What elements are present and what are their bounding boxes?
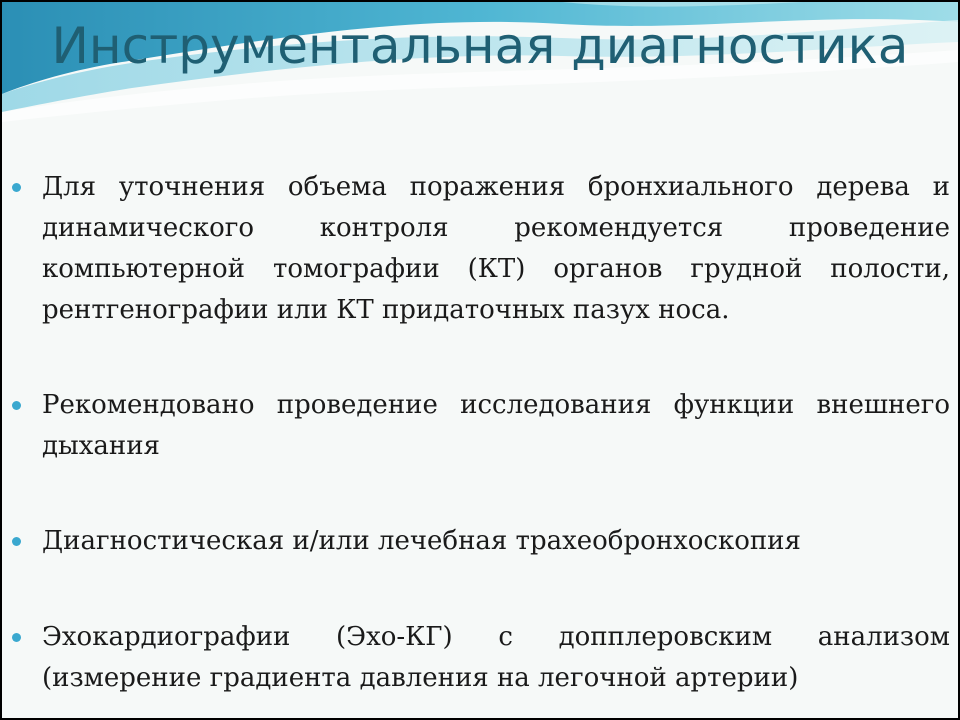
list-item — [12, 167, 952, 367]
bullet-text: Для уточнения объема поражения бронхиального дерева и динамического контроля рекомендуется проведение компьютерной томографии (КТ) органов грудной полости, рентгенографии или КТ придаточных пазух носа. — [42, 172, 950, 325]
list-item — [12, 617, 952, 699]
bullet-text: Рекомендовано проведение исследования функции внешнего дыхания — [42, 390, 950, 461]
bullet-dot-icon — [12, 401, 21, 410]
slide-background — [2, 2, 958, 718]
list-item — [12, 385, 952, 467]
bullet-dot-icon — [12, 633, 21, 642]
bullet-dot-icon — [12, 537, 21, 546]
bullet-text: Диагностическая и/или лечебная трахеобронхоскопия — [42, 526, 801, 556]
bullet-text: Эхокардиографии (Эхо-КГ) с допплеровским анализом (измерение градиента давления на легочной артерии) — [42, 622, 950, 693]
list-item — [12, 521, 952, 562]
bullet-dot-icon — [12, 183, 21, 192]
slide-title: Инструментальная диагностика — [51, 17, 909, 75]
